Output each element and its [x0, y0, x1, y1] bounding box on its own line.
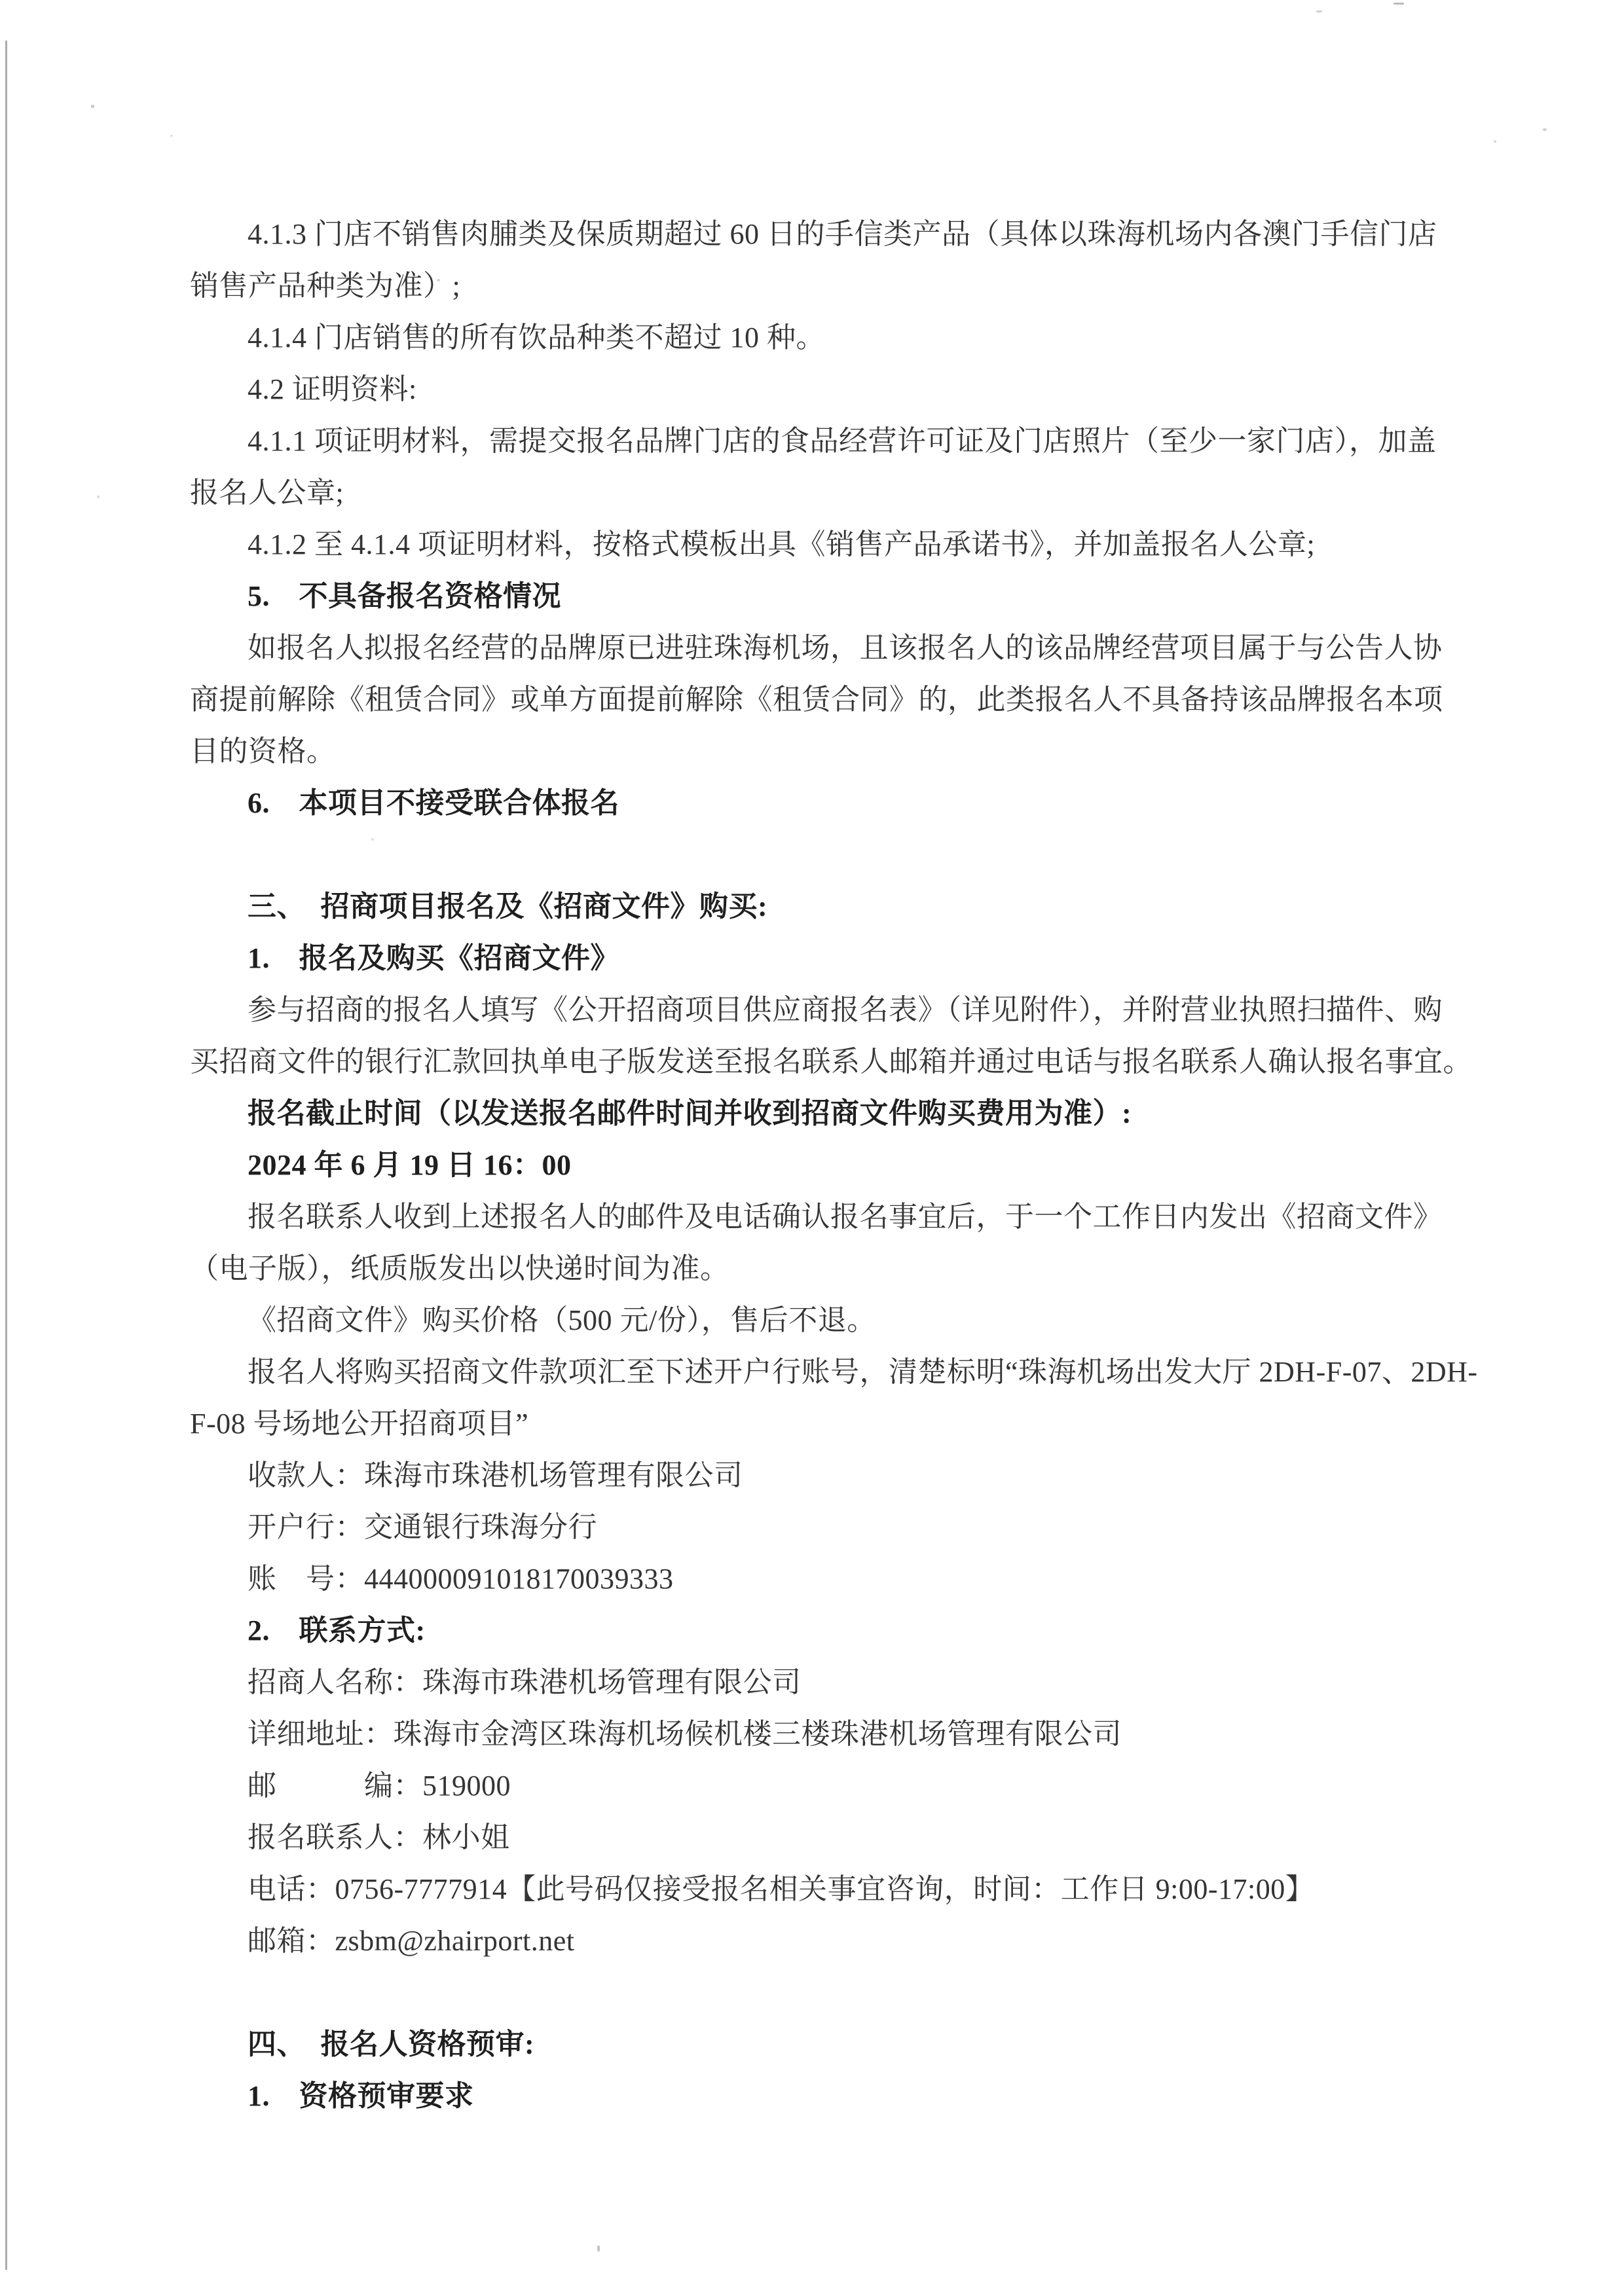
scan-speck	[371, 838, 374, 841]
document-line: 收款人：珠海市珠港机场管理有限公司	[248, 1459, 743, 1491]
document-line: 参与招商的报名人填写《公开招商项目供应商报名表》（详见附件），并附营业执照扫描件、购	[248, 994, 1443, 1026]
document-line: 报名截止时间（以发送报名邮件时间并收到招商文件购买费用为准）:	[248, 1097, 1132, 1129]
document-line: 详细地址：珠海市金湾区珠海机场候机楼三楼珠港机场管理有限公司	[248, 1718, 1122, 1750]
document-line: 销售产品种类为准）;	[190, 270, 461, 302]
document-line: 2024 年 6 月 19 日 16：00	[248, 1149, 572, 1181]
scan-speck	[597, 2246, 600, 2251]
document-line: 《招商文件》购买价格（500 元/份），售后不退。	[248, 1304, 876, 1336]
document-line: 邮 编：519000	[248, 1770, 511, 1802]
scan-speck	[170, 135, 173, 137]
document-line: 如报名人拟报名经营的品牌原已进驻珠海机场，且该报名人的该品牌经营项目属于与公告人协	[248, 632, 1443, 664]
document-line: 4.1.4 门店销售的所有饮品种类不超过 10 种。	[248, 321, 825, 354]
document-line: 1. 报名及购买《招商文件》	[248, 942, 619, 974]
scan-speck	[97, 496, 100, 498]
document-line: 6. 本项目不接受联合体报名	[248, 787, 619, 819]
scan-speck	[91, 105, 94, 108]
scan-speck	[1393, 3, 1404, 5]
document-line: 目的资格。	[190, 735, 336, 767]
document-line: 1. 资格预审要求	[248, 2080, 474, 2112]
document-line: 4.1.3 门店不销售肉脯类及保质期超过 60 日的手信类产品（具体以珠海机场内各澳门手信门店	[248, 218, 1437, 250]
document-line: 账 号：444000091018170039333	[248, 1563, 674, 1595]
document-line: 电话：0756-7777914【此号码仅接受报名相关事宜咨询，时间：工作日 9:00-17:00】	[248, 1873, 1315, 1905]
document-line: 三、 招商项目报名及《招商文件》购买:	[248, 890, 768, 922]
document-line: 报名人将购买招商文件款项汇至下述开户行账号，清楚标明“珠海机场出发大厅 2DH-F-07、2DH-	[248, 1356, 1478, 1388]
document-line: 4.1.1 项证明材料，需提交报名品牌门店的食品经营许可证及门店照片（至少一家门店），加盖	[248, 425, 1437, 457]
document-line: 4.1.2 至 4.1.4 项证明材料，按格式模板出具《销售产品承诺书》，并加盖报名人公章;	[248, 528, 1316, 560]
document-line: 2. 联系方式:	[248, 1614, 426, 1647]
scan-edge-artifact	[5, 41, 7, 2270]
scan-speck	[1316, 10, 1322, 12]
blank-line	[190, 1967, 1493, 2018]
document-line: 招商人名称：珠海市珠港机场管理有限公司	[248, 1666, 802, 1698]
document-line: 四、 报名人资格预审:	[248, 2028, 535, 2060]
scan-speck	[1543, 128, 1547, 131]
document-line: 买招商文件的银行汇款回执单电子版发送至报名联系人邮箱并通过电话与报名联系人确认报名事宜。	[190, 1046, 1472, 1078]
document-line: 5. 不具备报名资格情况	[248, 580, 561, 612]
document-line: F-08 号场地公开招商项目”	[190, 1408, 529, 1440]
blank-line	[190, 829, 1493, 881]
scan-speck	[1494, 140, 1496, 143]
document-line: （电子版），纸质版发出以快递时间为准。	[190, 1252, 729, 1285]
document-line: 4.2 证明资料:	[248, 373, 417, 405]
document-text-block	[190, 208, 1493, 2122]
document-line: 商提前解除《租赁合同》或单方面提前解除《租赁合同》的，此类报名人不具备持该品牌报名本项	[190, 683, 1443, 716]
scan-speck	[437, 279, 440, 282]
document-line: 报名联系人收到上述报名人的邮件及电话确认报名事宜后，于一个工作日内发出《招商文件》	[248, 1201, 1443, 1233]
document-line: 报名联系人：林小姐	[248, 1821, 510, 1853]
document-line: 开户行：交通银行珠海分行	[248, 1511, 597, 1543]
document-line: 报名人公章;	[190, 477, 344, 509]
document-line: 邮箱：zsbm@zhairport.net	[248, 1925, 575, 1957]
